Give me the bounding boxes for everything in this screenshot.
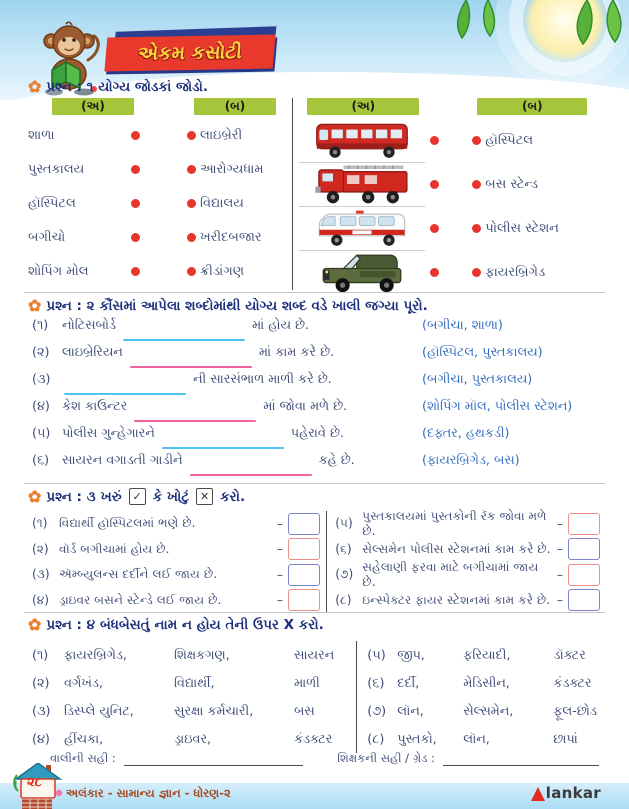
match-dot[interactable] bbox=[430, 224, 439, 233]
word-option[interactable]: સાયરન bbox=[294, 647, 335, 663]
text-before-blank: પોલીસ ગુન્હેગારને bbox=[62, 426, 155, 441]
q3-label: પ્રશ્ન : ૩ bbox=[46, 488, 96, 505]
answer-blank[interactable] bbox=[134, 420, 256, 422]
true-false-row bbox=[32, 588, 320, 614]
match-word-b: ખરીદબજાર bbox=[200, 229, 262, 245]
q2-fill-blanks-section bbox=[32, 318, 598, 480]
column-header-a: (અ) bbox=[307, 98, 419, 115]
odd-one-row bbox=[32, 641, 352, 669]
item-number: (૨) bbox=[32, 675, 50, 691]
statement-text: ઇન્સ્પેક્ટર ફાયર સ્ટેશનમાં કામ કરે છે. bbox=[362, 592, 551, 607]
word-option[interactable]: ફૂલ-છોડ bbox=[553, 703, 597, 719]
dash: – bbox=[276, 567, 283, 582]
logo-a-triangle bbox=[531, 787, 545, 801]
item-number: (૬) bbox=[32, 453, 50, 468]
match-row bbox=[299, 250, 602, 294]
logo-text: lankar bbox=[545, 784, 601, 802]
answer-box[interactable] bbox=[568, 589, 600, 611]
item-number: (૫) bbox=[367, 647, 386, 663]
match-word-a: બગીચો bbox=[28, 229, 66, 245]
word-hint: (હૉસ્પિટલ, પુસ્તકાલય) bbox=[422, 345, 543, 360]
match-row bbox=[299, 206, 602, 250]
item-number: (૧) bbox=[32, 318, 49, 333]
answer-blank[interactable] bbox=[130, 366, 252, 368]
q3-true-false-section bbox=[32, 508, 600, 613]
page-number: ૨૮ bbox=[27, 775, 42, 790]
match-word-a: શોપિંગ મોલ bbox=[28, 263, 89, 279]
match-word-b: બસ સ્ટેન્ડ bbox=[485, 177, 539, 192]
item-number: (૪) bbox=[32, 731, 50, 747]
item-number: (૩) bbox=[32, 372, 51, 387]
item-number: (૨) bbox=[32, 345, 50, 360]
text-before-blank: લાઇબ્રેરિયન bbox=[62, 345, 123, 360]
word-option[interactable]: વર્ગખંડ, bbox=[64, 675, 103, 691]
item-number: (૨) bbox=[32, 541, 49, 556]
match-dot[interactable] bbox=[187, 233, 196, 242]
statement-text: સેલ્સમેન પોલીસ સ્ટેશનમાં કામ કરે છે. bbox=[362, 541, 551, 556]
word-option[interactable]: પુસ્તકો, bbox=[397, 731, 437, 747]
fill-blank-row bbox=[32, 345, 598, 372]
statement-text: વિદ્યાર્થી હૉસ્પિટલમાં ભણે છે. bbox=[59, 516, 196, 531]
match-dot[interactable] bbox=[131, 165, 140, 174]
answer-box[interactable] bbox=[288, 589, 320, 611]
text-before-blank: સાયરન વગાડતી ગાડીને bbox=[62, 453, 183, 468]
match-row bbox=[28, 118, 292, 152]
fill-blank-row bbox=[32, 426, 598, 453]
section-divider bbox=[24, 612, 605, 613]
match-word-b: વિદ્યાલય bbox=[200, 195, 244, 211]
footer-series-text: અલંકાર - સામાન્ય જ્ઞાન - ધોરણ-૨ bbox=[66, 786, 231, 800]
item-number: (૫) bbox=[32, 426, 51, 441]
word-option[interactable]: ડિસ્પ્લે યુનિટ, bbox=[64, 703, 134, 719]
match-dot[interactable] bbox=[472, 180, 481, 189]
item-number: (૭) bbox=[335, 567, 354, 582]
word-option[interactable]: મેડિસીન, bbox=[463, 675, 510, 691]
star-icon: ✿ bbox=[28, 296, 42, 315]
item-number: (૩) bbox=[32, 567, 50, 582]
word-hint: (બગીચા, શાળા) bbox=[422, 318, 503, 333]
item-number: (૬) bbox=[335, 541, 352, 556]
statement-text: ઍમ્બ્યુલન્સ દર્દીને લઈ જાય છે. bbox=[59, 567, 218, 582]
word-option[interactable]: વિદ્યાર્થી, bbox=[174, 675, 215, 691]
checkbox-cross-icon: ✕ bbox=[196, 488, 213, 505]
word-option[interactable]: જીપ, bbox=[397, 647, 425, 663]
text-after-blank: માં જોવા મળે છે. bbox=[263, 399, 348, 414]
word-option[interactable]: છાપાં bbox=[553, 731, 578, 747]
match-dot[interactable] bbox=[472, 136, 481, 145]
odd-one-row bbox=[367, 641, 602, 669]
answer-box[interactable] bbox=[288, 564, 320, 586]
statement-text: સહેલાણી ફરવા માટે બગીચામાં જાય છે. bbox=[362, 559, 539, 589]
answer-box[interactable] bbox=[568, 513, 600, 535]
q3-title-part3: કરો. bbox=[220, 488, 246, 505]
match-dot[interactable] bbox=[187, 165, 196, 174]
column-header-a: (અ) bbox=[52, 98, 134, 115]
match-word-b: લાઇબ્રેરી bbox=[200, 127, 243, 143]
true-false-row bbox=[32, 562, 320, 588]
item-number: (૪) bbox=[32, 399, 50, 414]
word-option[interactable]: શિક્ષકગણ, bbox=[174, 647, 230, 663]
fill-blank-row bbox=[32, 372, 598, 399]
item-number: (૭) bbox=[367, 703, 387, 719]
leaf-cluster-icon bbox=[448, 0, 508, 52]
word-option[interactable]: સુરક્ષા કર્મચારી, bbox=[174, 703, 254, 719]
star-icon: ✿ bbox=[28, 486, 42, 506]
true-false-row bbox=[335, 559, 600, 589]
dash: – bbox=[556, 516, 563, 531]
match-word-a: હૉસ્પિટલ bbox=[28, 195, 76, 211]
ambulance-image bbox=[310, 208, 414, 248]
word-option[interactable]: માળી bbox=[294, 675, 320, 691]
odd-one-row bbox=[367, 725, 602, 753]
word-hint: (બગીચા, પુસ્તકાલય) bbox=[422, 372, 533, 387]
jeep-image bbox=[314, 250, 410, 294]
q2-label: પ્રશ્ન : ૨ bbox=[46, 298, 95, 314]
match-row bbox=[28, 152, 292, 186]
item-number: (૮) bbox=[367, 731, 385, 747]
item-number: (૩) bbox=[32, 703, 51, 719]
text-after-blank: કહે છે. bbox=[318, 453, 355, 468]
fill-blank-row bbox=[32, 399, 598, 426]
match-row bbox=[28, 254, 292, 288]
word-hint: (ફાયરબ્રિગેડ, બસ) bbox=[422, 453, 520, 468]
item-number: (૮) bbox=[335, 592, 352, 607]
fire-truck-image bbox=[310, 162, 414, 206]
match-word-b: આરોગ્યધામ bbox=[200, 161, 264, 177]
teacher-signature-line[interactable] bbox=[443, 753, 599, 766]
match-word-b: પોલીસ સ્ટેશન bbox=[485, 221, 559, 236]
item-number: (૧) bbox=[32, 516, 48, 531]
true-false-row bbox=[335, 537, 600, 563]
red-bus-image bbox=[310, 120, 414, 160]
answer-box[interactable] bbox=[568, 564, 600, 586]
match-dot[interactable] bbox=[472, 224, 481, 233]
q4-odd-one-out-section bbox=[32, 641, 602, 753]
answer-box[interactable] bbox=[288, 538, 320, 560]
checkbox-checked-icon: ✓ bbox=[129, 488, 146, 505]
match-word-b: ક્રીડાંગણ bbox=[200, 263, 245, 279]
odd-one-row bbox=[32, 697, 352, 725]
match-row bbox=[28, 186, 292, 220]
dash: – bbox=[556, 542, 563, 557]
word-option[interactable]: ડૉક્ટર bbox=[553, 647, 586, 663]
word-option[interactable]: હીંચકા, bbox=[64, 731, 104, 747]
answer-blank[interactable] bbox=[64, 393, 186, 395]
match-row bbox=[299, 162, 602, 206]
true-false-row bbox=[335, 588, 600, 614]
match-dot[interactable] bbox=[187, 199, 196, 208]
text-before-blank: નોટિસબોર્ડ bbox=[62, 318, 116, 333]
match-dot[interactable] bbox=[131, 267, 140, 276]
item-number: (૫) bbox=[335, 516, 353, 531]
title-banner bbox=[106, 34, 274, 70]
match-dot[interactable] bbox=[131, 233, 140, 242]
answer-blank[interactable] bbox=[162, 447, 284, 449]
match-dot[interactable] bbox=[430, 180, 439, 189]
q3-title-part1: ખરું bbox=[100, 488, 122, 505]
odd-one-row bbox=[367, 697, 602, 725]
match-dot[interactable] bbox=[430, 136, 439, 145]
dash: – bbox=[276, 593, 283, 608]
column-header-b: (બ) bbox=[194, 98, 276, 115]
answer-blank[interactable] bbox=[123, 339, 245, 341]
fill-blank-row bbox=[32, 453, 598, 480]
word-option[interactable]: લૉન, bbox=[463, 731, 490, 747]
column-header-b: (બ) bbox=[477, 98, 587, 115]
signature-row bbox=[50, 751, 599, 766]
word-hint: (શોપિંગ મૉલ, પોલીસ સ્ટેશન) bbox=[422, 399, 573, 414]
match-dot[interactable] bbox=[430, 268, 439, 277]
q1-label: પ્રશ્ન : ૧ bbox=[46, 79, 94, 95]
fill-blank-row bbox=[32, 318, 598, 345]
parent-sign-label: વાલીની સહી : bbox=[50, 751, 116, 765]
dash: – bbox=[556, 593, 563, 608]
word-option[interactable]: ફરિયાદી, bbox=[463, 647, 511, 663]
word-option[interactable]: ડ્રાઇવર, bbox=[174, 731, 212, 747]
q3-title-part2: કે ખોટું bbox=[152, 488, 190, 505]
answer-box[interactable] bbox=[288, 513, 320, 535]
text-after-blank: પહેરાવે છે. bbox=[290, 426, 344, 441]
statement-text: પુસ્તકાલયમાં પુસ્તકોની રૅક જોવા મળે છે. bbox=[362, 508, 547, 538]
q1-matching-section bbox=[28, 98, 602, 290]
match-word-b: હૉસ્પિટલ bbox=[485, 133, 534, 148]
statement-text: ડ્રાઇવર બસને સ્ટેન્ડે લઈ જાય છે. bbox=[59, 592, 222, 607]
word-option[interactable]: ફાયરબ્રિગેડ, bbox=[64, 647, 127, 663]
match-dot[interactable] bbox=[131, 131, 140, 140]
true-false-row bbox=[32, 537, 320, 563]
word-option[interactable]: લૉન, bbox=[397, 703, 424, 719]
match-word-a: શાળા bbox=[28, 127, 55, 143]
odd-one-row bbox=[32, 669, 352, 697]
match-dot[interactable] bbox=[187, 267, 196, 276]
text-after-blank: ની સારસંભાળ માળી કરે છે. bbox=[193, 372, 332, 387]
item-number: (૪) bbox=[32, 592, 50, 607]
true-false-row bbox=[335, 508, 600, 538]
leaf-cluster-icon bbox=[565, 0, 629, 60]
match-word-a: પુસ્તકાલય bbox=[28, 161, 85, 177]
answer-blank[interactable] bbox=[190, 474, 312, 476]
odd-one-row bbox=[367, 669, 602, 697]
star-icon: ✿ bbox=[28, 615, 42, 634]
text-after-blank: માં કામ કરે છે. bbox=[258, 345, 335, 360]
q2-title: કૌંસમાં આપેલા શબ્દોમાંથી યોગ્ય શબ્દ વડે ખાલી જગ્યા પૂરો. bbox=[99, 298, 428, 314]
dash: – bbox=[276, 516, 283, 531]
answer-box[interactable] bbox=[568, 538, 600, 560]
word-hint: (દફ્તર, હથકડી) bbox=[422, 426, 510, 441]
item-number: (૬) bbox=[367, 675, 385, 691]
q4-label: પ્રશ્ન : ૪ bbox=[46, 617, 95, 633]
match-dot[interactable] bbox=[187, 131, 196, 140]
true-false-row bbox=[32, 511, 320, 537]
text-after-blank: માં હોય છે. bbox=[251, 318, 309, 333]
match-dot[interactable] bbox=[472, 268, 481, 277]
word-option[interactable]: સેલ્સમેન, bbox=[463, 703, 514, 719]
alankar-logo bbox=[531, 784, 601, 802]
item-number: (૧) bbox=[32, 647, 49, 663]
match-row bbox=[299, 118, 602, 162]
section-divider bbox=[24, 292, 605, 293]
dash: – bbox=[556, 567, 563, 582]
match-dot[interactable] bbox=[131, 199, 140, 208]
dash: – bbox=[276, 542, 283, 557]
parent-signature-line[interactable] bbox=[124, 753, 303, 766]
text-before-blank: કેશ કાઉન્ટર bbox=[62, 399, 128, 414]
word-option[interactable]: કંડક્ટર bbox=[294, 731, 333, 747]
star-icon: ✿ bbox=[28, 77, 42, 96]
word-option[interactable]: દર્દી, bbox=[397, 675, 420, 691]
word-option[interactable]: બસ bbox=[294, 703, 315, 719]
odd-one-row bbox=[32, 725, 352, 753]
q4-title: બંધબેસતું નામ ન હોય તેની ઉપર X કરો. bbox=[99, 617, 324, 633]
q1-title: યોગ્ય જોડકાં જોડો. bbox=[98, 79, 209, 95]
match-word-b: ફાયરબ્રિગેડ bbox=[485, 264, 546, 280]
word-option[interactable]: કંડક્ટર bbox=[553, 675, 592, 691]
section-divider bbox=[24, 483, 605, 484]
match-row bbox=[28, 220, 292, 254]
statement-text: વૉર્ડ બગીચામાં હોય છે. bbox=[59, 541, 170, 556]
page-title: એકમ કસોટી bbox=[137, 41, 243, 65]
teacher-sign-label: શિક્ષકની સહી / ગ્રેડ : bbox=[337, 751, 435, 765]
